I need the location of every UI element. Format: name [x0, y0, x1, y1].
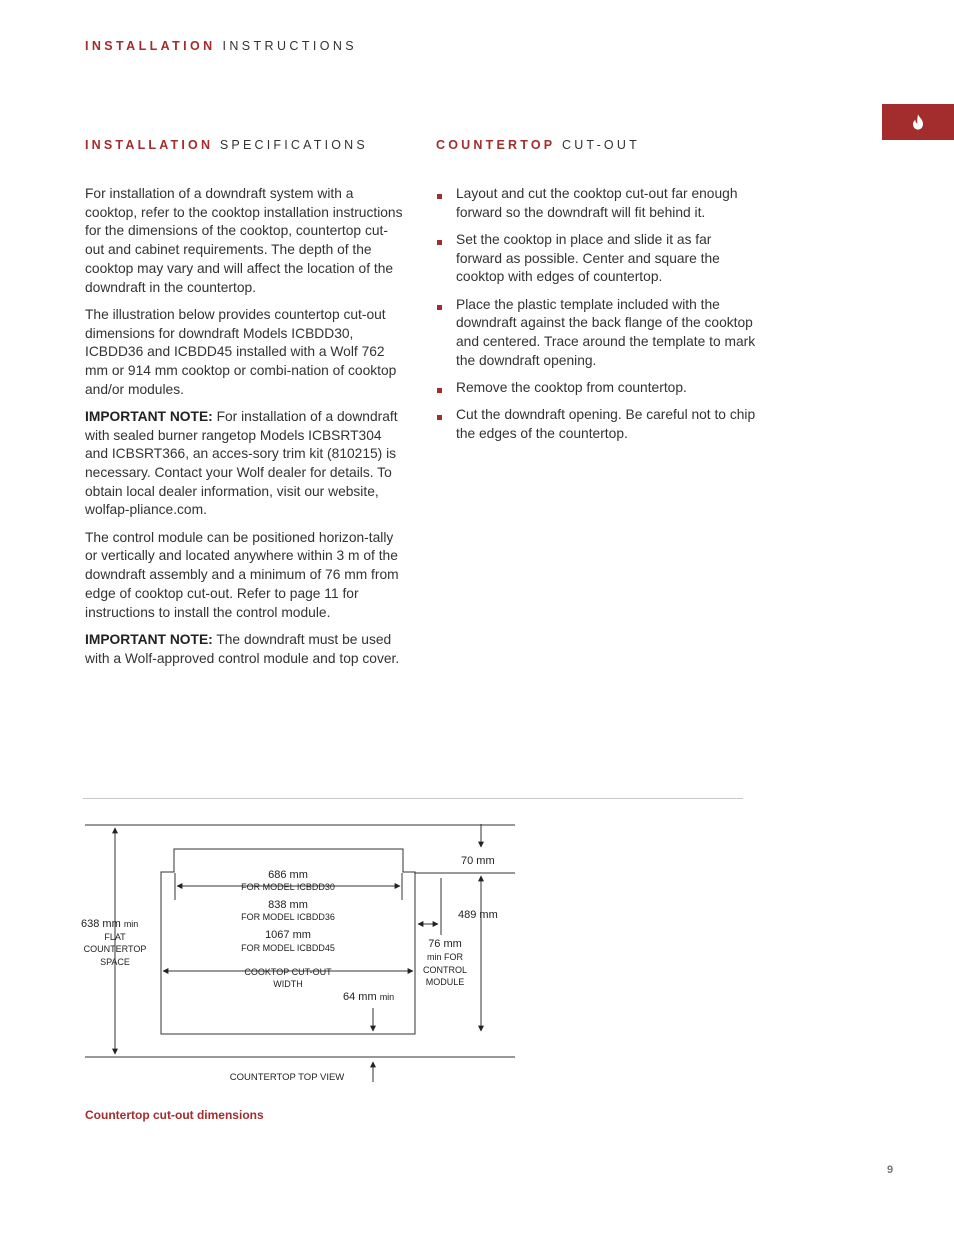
- list-item: Set the cooktop in place and slide it as far forward as possible. Center and square the cooktop with edges of countertop.: [436, 231, 756, 287]
- control-module-label: CONTROL: [422, 965, 468, 975]
- paragraph: The control module can be positioned horizon-tally or vertically and located anywhere within 3 m of the downdraft assembly and a minimum of 76 mm from edge of cooktop cut-out. Refer to page 11 for instructions to install the control module.: [85, 529, 399, 620]
- dim-70-label: 70 mm: [461, 855, 495, 867]
- list-item: Remove the cooktop from countertop.: [436, 379, 756, 398]
- countertop-cutout-heading: COUNTERTOP CUT-OUT: [436, 138, 640, 152]
- cutout-width-label: COOKTOP CUT-OUT: [244, 967, 332, 977]
- cutout-width-label: WIDTH: [273, 979, 303, 989]
- flat-space-label: FLAT: [104, 932, 126, 942]
- dim-489-label: 489 mm: [458, 909, 498, 921]
- control-module-label: MODULE: [425, 977, 465, 987]
- control-module-label: min FOR: [427, 952, 463, 962]
- paragraph: The illustration below provides countertop cut-out dimensions for downdraft Models ICBDD30, ICBDD36 and ICBDD45 installed with a Wolf 762 mm or 914 mm cooktop or combi-nation of cooktop and/or modules.: [85, 306, 397, 397]
- model-45-label: FOR MODEL ICBDD45: [241, 943, 335, 953]
- dim-1067-label: 1067 mm: [265, 929, 311, 941]
- page-number: 9: [887, 1164, 894, 1176]
- model-30-label: FOR MODEL ICBDD30: [241, 882, 335, 892]
- important-note: IMPORTANT NOTE: For installation of a downdraft with sealed burner rangetop Models ICBSRT304 and ICBSRT366, an acces-sory trim kit (810215) is necessary. Contact your Wolf dealer for details. To obtain local dealer information, visit our website, wolfap-pliance.com.: [85, 408, 398, 518]
- flat-space-label: SPACE: [100, 957, 130, 967]
- flat-space-label: COUNTERTOP: [83, 944, 147, 954]
- model-36-label: FOR MODEL ICBDD36: [241, 912, 335, 922]
- dim-64-label: 64 mm min: [343, 991, 395, 1003]
- dim-76-label: 76 mm: [428, 938, 462, 950]
- list-item: Cut the downdraft opening. Be careful not to chip the edges of the countertop.: [436, 406, 756, 443]
- list-item: Place the plastic template included with the downdraft against the back flange of the cooktop and centered. Trace around the template to mark the downdraft opening.: [436, 296, 756, 371]
- installation-specifications-heading: INSTALLATION SPECIFICATIONS: [85, 138, 368, 152]
- top-view-label: COUNTERTOP TOP VIEW: [229, 1072, 345, 1083]
- dim-638-label: 638 mm min: [81, 918, 139, 930]
- figure-caption: Countertop cut-out dimensions: [85, 1108, 264, 1122]
- running-header: INSTALLATION INSTRUCTIONS: [85, 39, 358, 53]
- dim-838-label: 838 mm: [268, 899, 308, 911]
- dim-686-label: 686 mm: [268, 869, 308, 881]
- paragraph: For installation of a downdraft system with a cooktop, refer to the cooktop installation instructions for the dimensions of the cooktop, countertop cut-out and cabinet requirements. The depth of the cooktop may vary and will affect the location of the downdraft in the countertop.: [85, 186, 403, 295]
- important-note: IMPORTANT NOTE: The downdraft must be used with a Wolf-approved control module and top cover.: [85, 631, 400, 666]
- list-item: Layout and cut the cooktop cut-out far enough forward so the downdraft will fit behind it.: [436, 185, 756, 222]
